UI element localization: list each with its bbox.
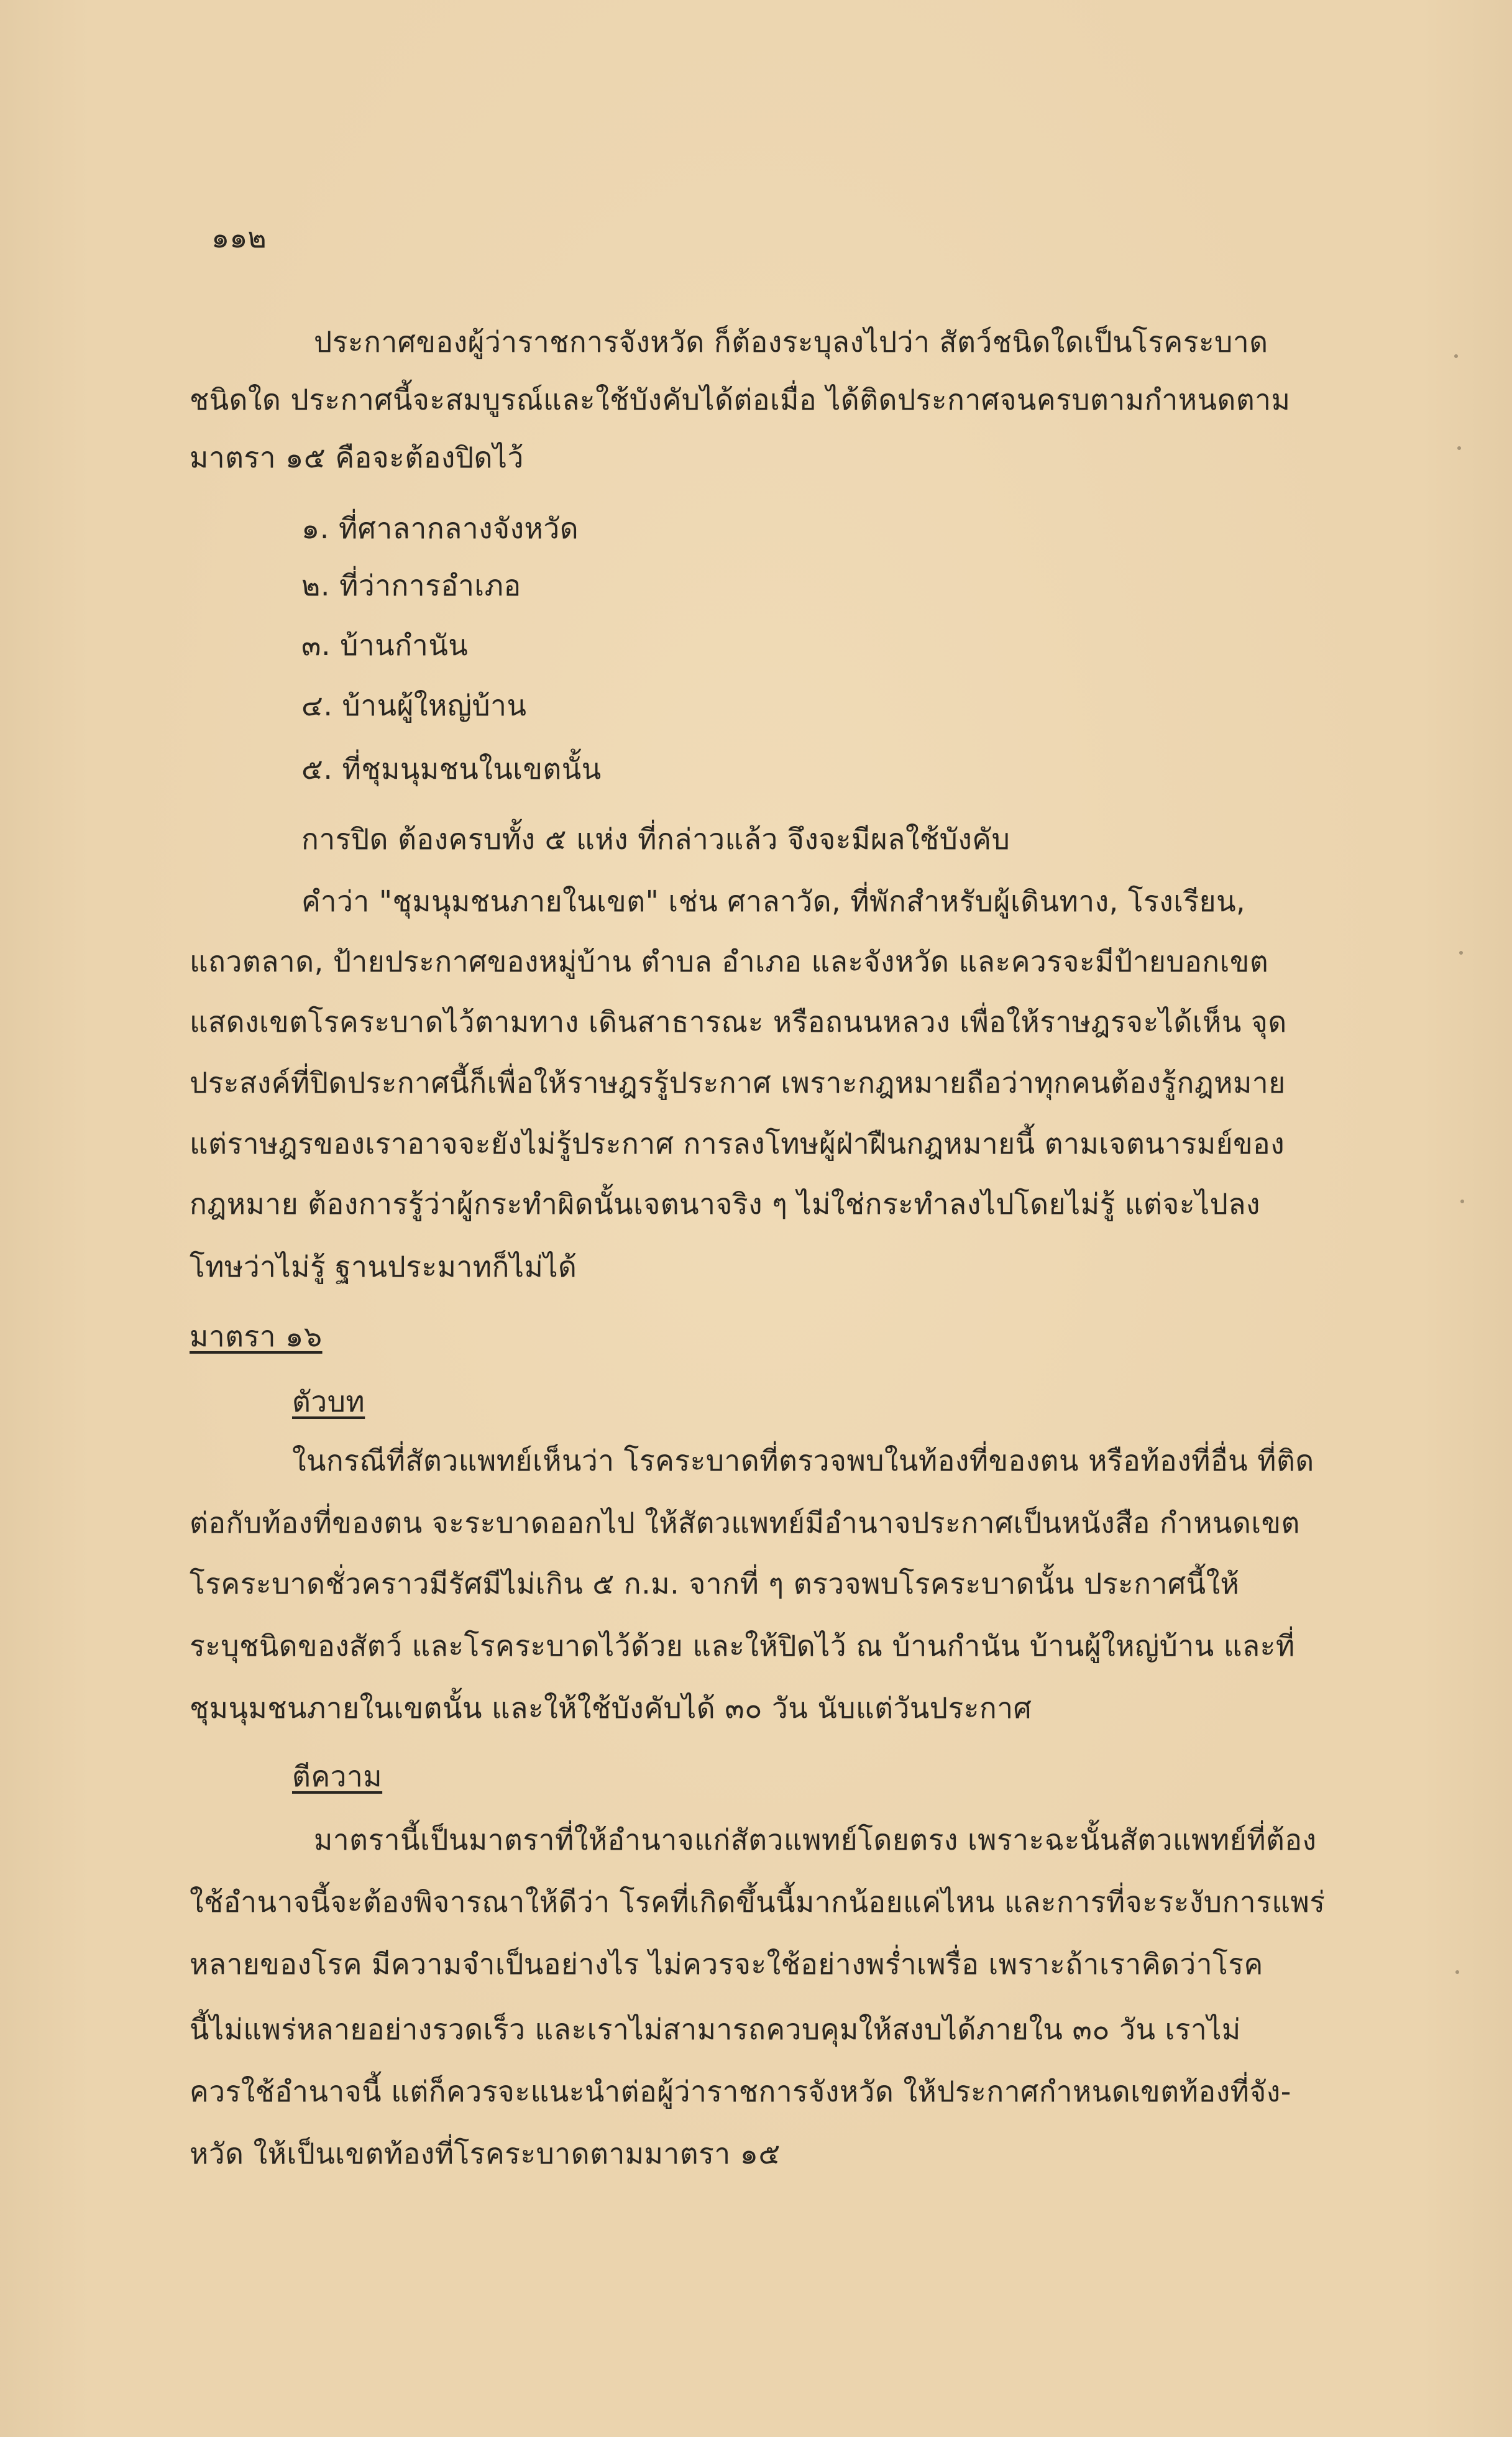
place-item-5: ๕. ที่ชุมนุมชนในเขตนั้น bbox=[301, 752, 602, 786]
intro-line-1: ประกาศของผู้ว่าราชการจังหวัด ก็ต้องระบุลงไปว่า สัตว์ชนิดใดเป็นโรคระบาด bbox=[314, 325, 1268, 359]
interpretation-subheading: ตีความ bbox=[292, 1760, 383, 1793]
law-text-line-2: ต่อกับท้องที่ของตน จะระบาดออกไป ให้สัตวแพทย์มีอำนาจประกาศเป็นหนังสือ กำหนดเขต bbox=[190, 1506, 1300, 1540]
explanation-line-1: คำว่า "ชุมนุมชนภายในเขต" เช่น ศาลาวัด, ที่พักสำหรับผู้เดินทาง, โรงเรียน, bbox=[301, 884, 1246, 918]
text-subheading: ตัวบท bbox=[292, 1385, 365, 1418]
explanation-line-5: แต่ราษฎรของเราอาจจะยังไม่รู้ประกาศ การลงโทษผู้ฝ่าฝืนกฎหมายนี้ ตามเจตนารมย์ของ bbox=[190, 1127, 1285, 1160]
page-number: ๑๑๒ bbox=[211, 221, 267, 254]
place-item-1: ๑. ที่ศาลากลางจังหวัด bbox=[301, 512, 579, 545]
law-text-line-3: โรคระบาดชั่วคราวมีรัศมีไม่เกิน ๕ ก.ม. จากที่ ๆ ตรวจพบโรคระบาดนั้น ประกาศนี้ให้ bbox=[190, 1567, 1240, 1600]
explanation-line-7: โทษว่าไม่รู้ ฐานประมาทก็ไม่ได้ bbox=[190, 1250, 577, 1283]
scan-speck bbox=[1457, 446, 1461, 450]
scan-speck bbox=[1460, 1200, 1464, 1203]
explanation-line-6: กฎหมาย ต้องการรู้ว่าผู้กระทำผิดนั้นเจตนาจริง ๆ ไม่ใช่กระทำลงไปโดยไม่รู้ แต่จะไปลง bbox=[190, 1187, 1261, 1221]
explanation-line-2: แถวตลาด, ป้ายประกาศของหมู่บ้าน ตำบล อำเภอ และจังหวัด และควรจะมีป้ายบอกเขต bbox=[190, 945, 1269, 978]
law-text-line-4: ระบุชนิดของสัตว์ และโรคระบาดไว้ด้วย และให้ปิดไว้ ณ บ้านกำนัน บ้านผู้ใหญ่บ้าน และที่ bbox=[190, 1629, 1295, 1663]
interpretation-line-4: นี้ไม่แพร่หลายอย่างรวดเร็ว และเราไม่สามารถควบคุมให้สงบได้ภายใน ๓๐ วัน เราไม่ bbox=[190, 2012, 1241, 2046]
law-text-line-5: ชุมนุมชนภายในเขตนั้น และให้ใช้บังคับได้ ๓๐ วัน นับแต่วันประกาศ bbox=[190, 1691, 1032, 1725]
interpretation-line-3: หลายของโรค มีความจำเป็นอย่างไร ไม่ควรจะใช้อย่างพร่ำเพรื่อ เพราะถ้าเราคิดว่าโรค bbox=[190, 1947, 1263, 1981]
intro-line-2: ชนิดใด ประกาศนี้จะสมบูรณ์และใช้บังคับได้ต่อเมื่อ ได้ติดประกาศจนครบตามกำหนดตาม bbox=[190, 383, 1291, 416]
explanation-line-3: แสดงเขตโรคระบาดไว้ตามทาง เดินสาธารณะ หรือถนนหลวง เพื่อให้ราษฎรจะได้เห็น จุด bbox=[190, 1005, 1287, 1039]
explanation-line-4: ประสงค์ที่ปิดประกาศนี้ก็เพื่อให้ราษฎรรู้ประกาศ เพราะกฎหมายถือว่าทุกคนต้องรู้กฎหมาย bbox=[190, 1066, 1286, 1099]
scan-speck bbox=[1455, 1970, 1459, 1974]
posting-rule: การปิด ต้องครบทั้ง ๕ แห่ง ที่กล่าวแล้ว จึงจะมีผลใช้บังคับ bbox=[301, 822, 1010, 856]
intro-line-3: มาตรา ๑๕ คือจะต้องปิดไว้ bbox=[190, 441, 524, 474]
interpretation-line-6: หวัด ให้เป็นเขตท้องที่โรคระบาดตามมาตรา ๑๕ bbox=[190, 2137, 781, 2170]
interpretation-line-1: มาตรานี้เป็นมาตราที่ให้อำนาจแก่สัตวแพทย์โดยตรง เพราะฉะนั้นสัตวแพทย์ที่ต้อง bbox=[314, 1823, 1317, 1856]
section-heading: มาตรา ๑๖ bbox=[190, 1319, 323, 1353]
interpretation-line-5: ควรใช้อำนาจนี้ แต่ก็ควรจะแนะนำต่อผู้ว่าราชการจังหวัด ให้ประกาศกำหนดเขตท้องที่จัง- bbox=[190, 2075, 1291, 2108]
place-item-4: ๔. บ้านผู้ใหญ่บ้าน bbox=[301, 689, 527, 722]
place-item-2: ๒. ที่ว่าการอำเภอ bbox=[301, 569, 521, 602]
scan-speck bbox=[1459, 951, 1463, 955]
scan-speck bbox=[1454, 354, 1458, 358]
law-text-line-1: ในกรณีที่สัตวแพทย์เห็นว่า โรคระบาดที่ตรวจพบในท้องที่ของตน หรือท้องที่อื่น ที่ติด bbox=[292, 1444, 1314, 1477]
interpretation-line-2: ใช้อำนาจนี้จะต้องพิจารณาให้ดีว่า โรคที่เกิดขึ้นนี้มากน้อยแค่ไหน และการที่จะระงับการแพร่ bbox=[190, 1885, 1326, 1919]
place-item-3: ๓. บ้านกำนัน bbox=[301, 628, 469, 662]
